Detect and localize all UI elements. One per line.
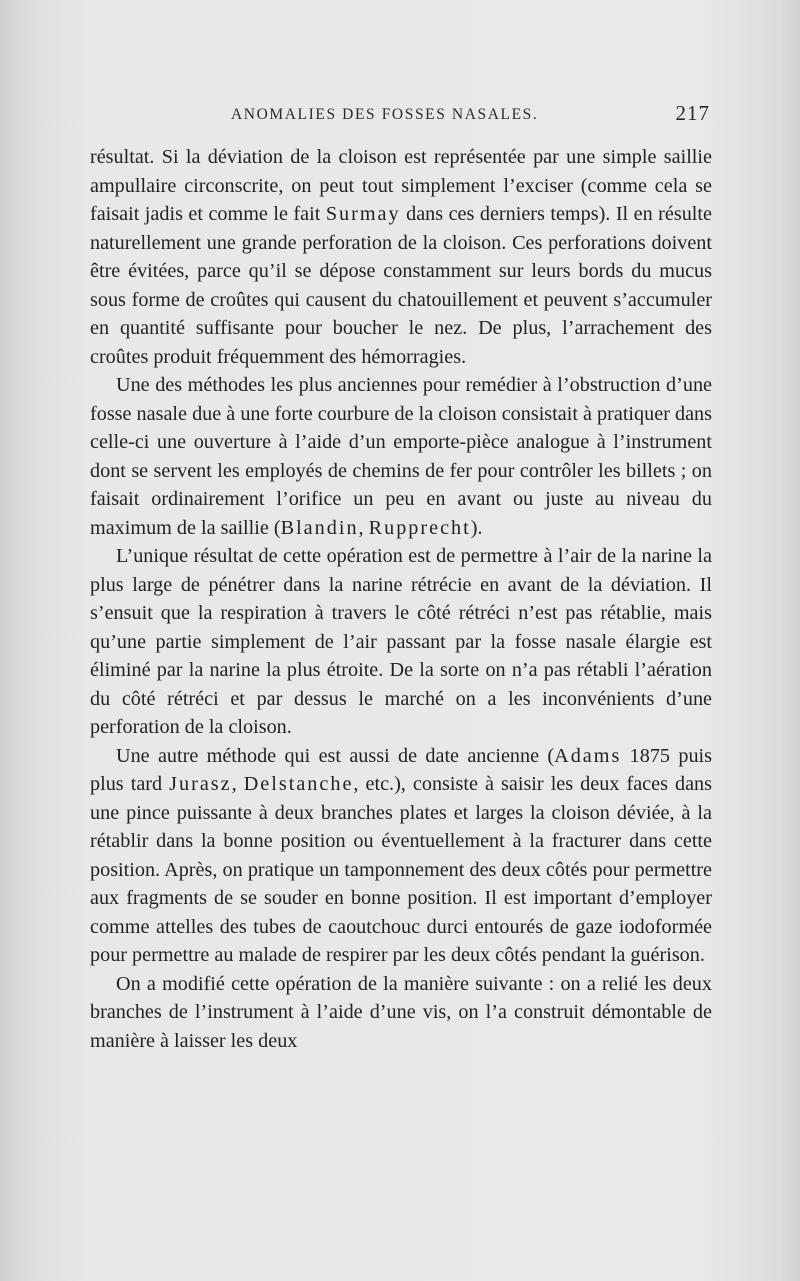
running-head: ANOMALIES DES FOSSES NASALES. <box>231 106 539 123</box>
author-name-delstanche: Delstanche <box>243 773 354 795</box>
paragraph-5 <box>90 970 712 1056</box>
author-name-surmay: Surmay <box>325 203 401 225</box>
paragraph-1 <box>90 143 712 371</box>
author-name-adams: Adams <box>554 744 622 767</box>
text-run: , <box>231 773 244 795</box>
page-header <box>90 101 712 130</box>
paragraph-3 <box>90 542 712 742</box>
text-run: 1875 puis plus tard <box>90 744 713 795</box>
paragraph-2 <box>90 371 712 542</box>
text-run: ). <box>470 516 483 539</box>
text-run: Une autre méthode qui est aussi de date ancienne ( <box>116 744 555 767</box>
text-run: dans ces derniers temps). Il en résulte naturellement une grande perforation de la cloison. Ces perforations doivent être évitées, parce qu’il se dépose constamment sur leurs bords du mucus sous forme de croûtes qui causent du chatouillement et peuvent s’accumuler en quantité suffisante pour boucher le nez. De plus, l’arrachement des croûtes produit fréquemment des hémorragies. <box>90 203 712 368</box>
author-name-blandin: Blandin <box>280 516 359 539</box>
text-run: On a modifié cette opération de la manière suivante : on a relié les deux branches de l’instrument à l’aide d’une vis, on l’a construit démontable de manière à laisser les deux <box>90 972 712 1052</box>
text-run: Une des méthodes les plus anciennes pour remédier à l’obstruction d’une fosse nasale due à une forte courbure de la cloison consistait à pratiquer dans celle-ci une ouverture à l’aide d’un emporte-pièce analogue à l’instrument dont se servent les employés de chemins de fer pour contrôler les billets ; on faisait ordinairement l’orifice un peu en avant ou juste au niveau du maximum de la saillie ( <box>90 374 712 539</box>
body-text <box>90 143 712 1055</box>
text-run: , <box>358 516 369 539</box>
text-run: L’unique résultat de cette opération est de permettre à l’air de la narine la plus large de pénétrer dans la narine rétrécie en avant de la déviation. Il s’ensuit que la respiration à travers le côté rétréci n’est pas rétablie, mais qu’une partie simplement de l’air passant par la fosse nasale élargie est éliminé par la narine la plus étroite. De la sorte on n’a pas rétabli l’aération du côté rétréci et par dessus le marché on a les inconvénients d’une perforation de la cloison. <box>90 545 712 738</box>
text-run: résultat. Si la déviation de la cloison est représentée par une simple saillie ampullaire circonscrite, on peut tout simplement l’exciser (comme cela se faisait jadis et comme le fait <box>90 146 712 225</box>
paragraph-4 <box>90 742 712 970</box>
author-name-jurasz: Jurasz <box>169 773 232 795</box>
text-run: , etc.), consiste à saisir les deux faces dans une pince puissante à deux branches plates et larges la cloison déviée, à la rétablir dans la bonne position ou éventuellement à la fracturer dans cette position. Après, on pratique un tamponnement des deux côtés pour permettre aux fragments de se souder en bonne position. Il est important d’employer comme attelles des tubes de caoutchouc durci entourés de gaze iodoformée pour permettre au malade de respirer par les deux côtés pendant la guérison. <box>90 773 712 966</box>
author-name-rupprecht: Rupprecht <box>368 516 471 539</box>
page-number: 217 <box>675 101 710 125</box>
